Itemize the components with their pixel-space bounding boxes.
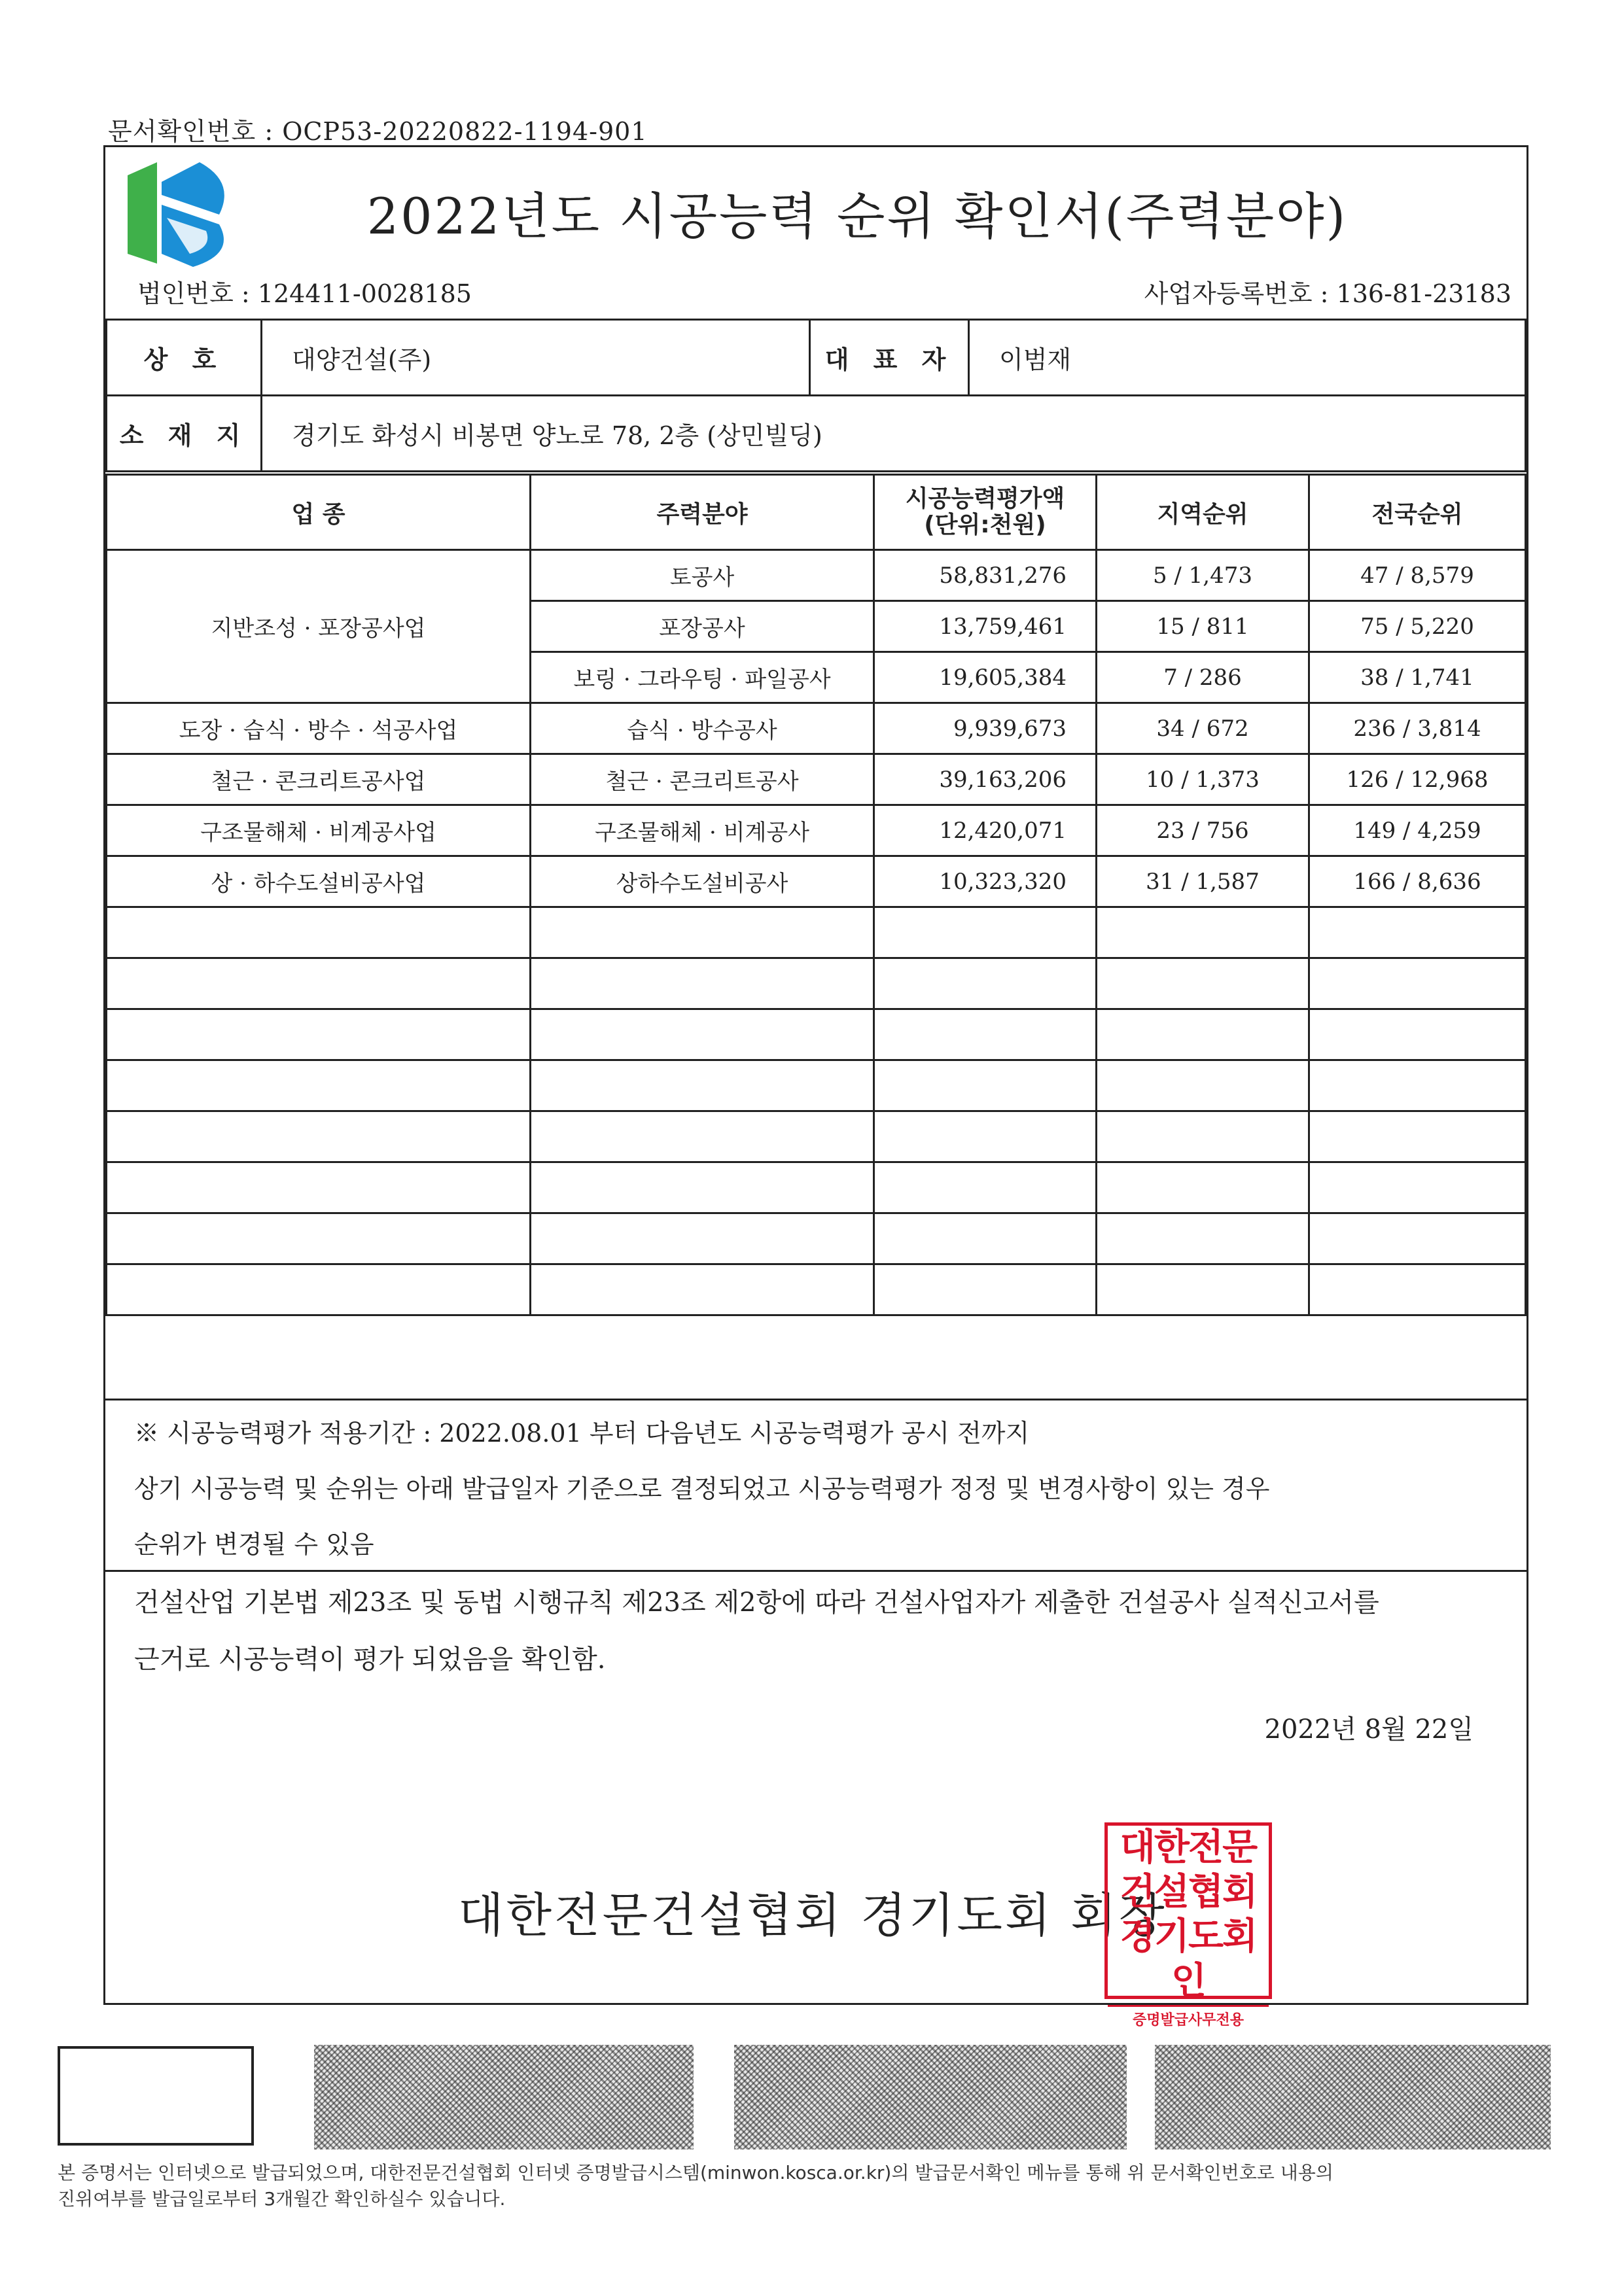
confirmation-line1: 건설산업 기본법 제23조 및 동법 시행규칙 제23조 제2항에 따라 건설사업자가 제출한 건설공사 실적신고서를 (134, 1588, 1379, 1618)
empty-cell (874, 1264, 1097, 1315)
barcode-1 (314, 2045, 694, 2149)
notes-change-line2: 순위가 변경될 수 있음 (134, 1530, 374, 1559)
empty-cell (107, 1060, 531, 1111)
empty-cell (874, 1213, 1097, 1264)
regional-rank-cell: 5 / 1,473 (1097, 550, 1309, 601)
empty-cell (1097, 1111, 1309, 1162)
barcode-3 (1155, 2045, 1551, 2149)
national-rank-cell: 149 / 4,259 (1309, 805, 1526, 856)
representative-label: 대 표 자 (810, 320, 969, 396)
empty-cell (1097, 1213, 1309, 1264)
regional-rank-cell: 31 / 1,587 (1097, 856, 1309, 907)
official-seal-stamp (1104, 1822, 1272, 2028)
national-rank-cell: 166 / 8,636 (1309, 856, 1526, 907)
empty-cell (531, 1009, 874, 1060)
barcode-2 (734, 2045, 1127, 2149)
main-field-cell: 보링 · 그라우팅 · 파일공사 (531, 652, 874, 703)
company-info-table (105, 319, 1527, 472)
empty-cell (1309, 1111, 1526, 1162)
empty-cell (1309, 1162, 1526, 1213)
empty-cell (874, 907, 1097, 958)
seal-line4: 증명발급사무전용 (1108, 2005, 1269, 2029)
national-rank-cell: 38 / 1,741 (1309, 652, 1526, 703)
seal-line3: 경기도회인 (1120, 1915, 1257, 2002)
industry-cell: 도장 · 습식 · 방수 · 석공사업 (107, 703, 531, 754)
regional-rank-cell: 10 / 1,373 (1097, 754, 1309, 805)
empty-cell (1309, 1264, 1526, 1315)
company-label: 상 호 (107, 320, 262, 396)
representative-value: 이범재 (969, 320, 1526, 396)
amount-cell: 9,939,673 (874, 703, 1097, 754)
regional-rank-cell: 7 / 286 (1097, 652, 1309, 703)
empty-cell (1309, 1009, 1526, 1060)
company-value: 대양건설(주) (262, 320, 810, 396)
amount-cell: 10,323,320 (874, 856, 1097, 907)
empty-cell (531, 1111, 874, 1162)
main-field-cell: 습식 · 방수공사 (531, 703, 874, 754)
industry-cell: 구조물해체 · 비계공사업 (107, 805, 531, 856)
empty-table-row (107, 958, 1526, 1009)
footer-notice-line2: 진위여부를 발급일로부터 3개월간 확인하실수 있습니다. (58, 2188, 506, 2210)
empty-cell (531, 1060, 874, 1111)
address-label: 소 재 지 (107, 396, 262, 472)
notes-divider (105, 1399, 1527, 1400)
confirmation-line2: 근거로 시공능력이 평가 되었음을 확인함. (134, 1644, 606, 1675)
issuer-name: 대한전문건설협회 경기도회 회장 (458, 1888, 1167, 1943)
amount-cell: 39,163,206 (874, 754, 1097, 805)
table-header-row (107, 475, 1526, 550)
seal-line2: 건설협회 (1120, 1871, 1257, 1913)
confirmation-divider (105, 1570, 1527, 1572)
empty-cell (1097, 1264, 1309, 1315)
empty-cell (531, 1264, 874, 1315)
industry-cell: 상 · 하수도설비공사업 (107, 856, 531, 907)
empty-cell (107, 1213, 531, 1264)
page-title: 2022년도 시공능력 순위 확인서(주력분야) (366, 187, 1348, 245)
issue-date: 2022년 8월 22일 (1264, 1714, 1474, 1745)
regional-rank-cell: 23 / 756 (1097, 805, 1309, 856)
amount-cell: 58,831,276 (874, 550, 1097, 601)
empty-cell (1097, 1162, 1309, 1213)
industry-cell: 지반조성 · 포장공사업 (107, 550, 531, 703)
empty-cell (1097, 1009, 1309, 1060)
empty-cell (531, 907, 874, 958)
empty-cell (107, 1264, 531, 1315)
empty-cell (1097, 1060, 1309, 1111)
document-check-number: 문서확인번호 : OCP53-20220822-1194-901 (108, 117, 648, 146)
address-value: 경기도 화성시 비봉면 양노로 78, 2층 (상민빌딩) (262, 396, 1526, 472)
seal-line1: 대한전문 (1120, 1826, 1257, 1869)
amount-cell: 13,759,461 (874, 601, 1097, 652)
main-field-cell: 포장공사 (531, 601, 874, 652)
empty-table-row (107, 1264, 1526, 1315)
empty-table-row (107, 1162, 1526, 1213)
amount-cell: 19,605,384 (874, 652, 1097, 703)
table-row (107, 754, 1526, 805)
main-field-cell: 토공사 (531, 550, 874, 601)
empty-cell (874, 958, 1097, 1009)
corporate-number: 법인번호 : 124411-0028185 (137, 279, 472, 308)
header-main-field: 주력분야 (531, 475, 874, 550)
notes-change-line1: 상기 시공능력 및 순위는 아래 발급일자 기준으로 결정되었고 시공능력평가 정정 및 변경사항이 있는 경우 (134, 1474, 1270, 1503)
empty-table-row (107, 907, 1526, 958)
empty-cell (107, 907, 531, 958)
table-row (107, 550, 1526, 601)
association-logo (121, 156, 245, 273)
header-regional-rank: 지역순위 (1097, 475, 1309, 550)
table-row (107, 805, 1526, 856)
empty-table-row (107, 1213, 1526, 1264)
empty-cell (107, 1009, 531, 1060)
empty-cell (1097, 907, 1309, 958)
empty-cell (1309, 958, 1526, 1009)
verification-blank-box (58, 2046, 254, 2146)
header-industry: 업 종 (107, 475, 531, 550)
empty-cell (874, 1060, 1097, 1111)
regional-rank-cell: 15 / 811 (1097, 601, 1309, 652)
empty-cell (1309, 907, 1526, 958)
amount-cell: 12,420,071 (874, 805, 1097, 856)
empty-cell (107, 1162, 531, 1213)
header-national-rank: 전국순위 (1309, 475, 1526, 550)
business-registration-number: 사업자등록번호 : 136-81-23183 (1144, 279, 1511, 308)
industry-cell: 철근 · 콘크리트공사업 (107, 754, 531, 805)
footer-notice-line1: 본 증명서는 인터넷으로 발급되었으며, 대한전문건설협회 인터넷 증명발급시스템(minwon.kosca.or.kr)의 발급문서확인 메뉴를 통해 위 문서확인번호로 내용의 (58, 2162, 1333, 2183)
capability-ranking-table (105, 474, 1527, 1316)
main-field-cell: 상하수도설비공사 (531, 856, 874, 907)
empty-table-row (107, 1060, 1526, 1111)
empty-cell (531, 1213, 874, 1264)
table-row (107, 856, 1526, 907)
empty-cell (531, 1162, 874, 1213)
national-rank-cell: 126 / 12,968 (1309, 754, 1526, 805)
empty-cell (874, 1111, 1097, 1162)
empty-cell (107, 1111, 531, 1162)
main-field-cell: 철근 · 콘크리트공사 (531, 754, 874, 805)
empty-cell (1309, 1060, 1526, 1111)
empty-cell (874, 1009, 1097, 1060)
header-amount (874, 475, 1097, 550)
national-rank-cell: 236 / 3,814 (1309, 703, 1526, 754)
national-rank-cell: 47 / 8,579 (1309, 550, 1526, 601)
notes-period: ※ 시공능력평가 적용기간 : 2022.08.01 부터 다음년도 시공능력평가 공시 전까지 (134, 1419, 1030, 1448)
empty-cell (107, 958, 531, 1009)
empty-table-row (107, 1111, 1526, 1162)
main-field-cell: 구조물해체 · 비계공사 (531, 805, 874, 856)
empty-cell (874, 1162, 1097, 1213)
header-amount-line2: (단위:천원) (924, 512, 1046, 538)
regional-rank-cell: 34 / 672 (1097, 703, 1309, 754)
empty-cell (1097, 958, 1309, 1009)
empty-cell (531, 958, 874, 1009)
header-amount-line1: 시공능력평가액 (905, 485, 1065, 512)
national-rank-cell: 75 / 5,220 (1309, 601, 1526, 652)
empty-cell (1309, 1213, 1526, 1264)
empty-table-row (107, 1009, 1526, 1060)
table-row (107, 703, 1526, 754)
